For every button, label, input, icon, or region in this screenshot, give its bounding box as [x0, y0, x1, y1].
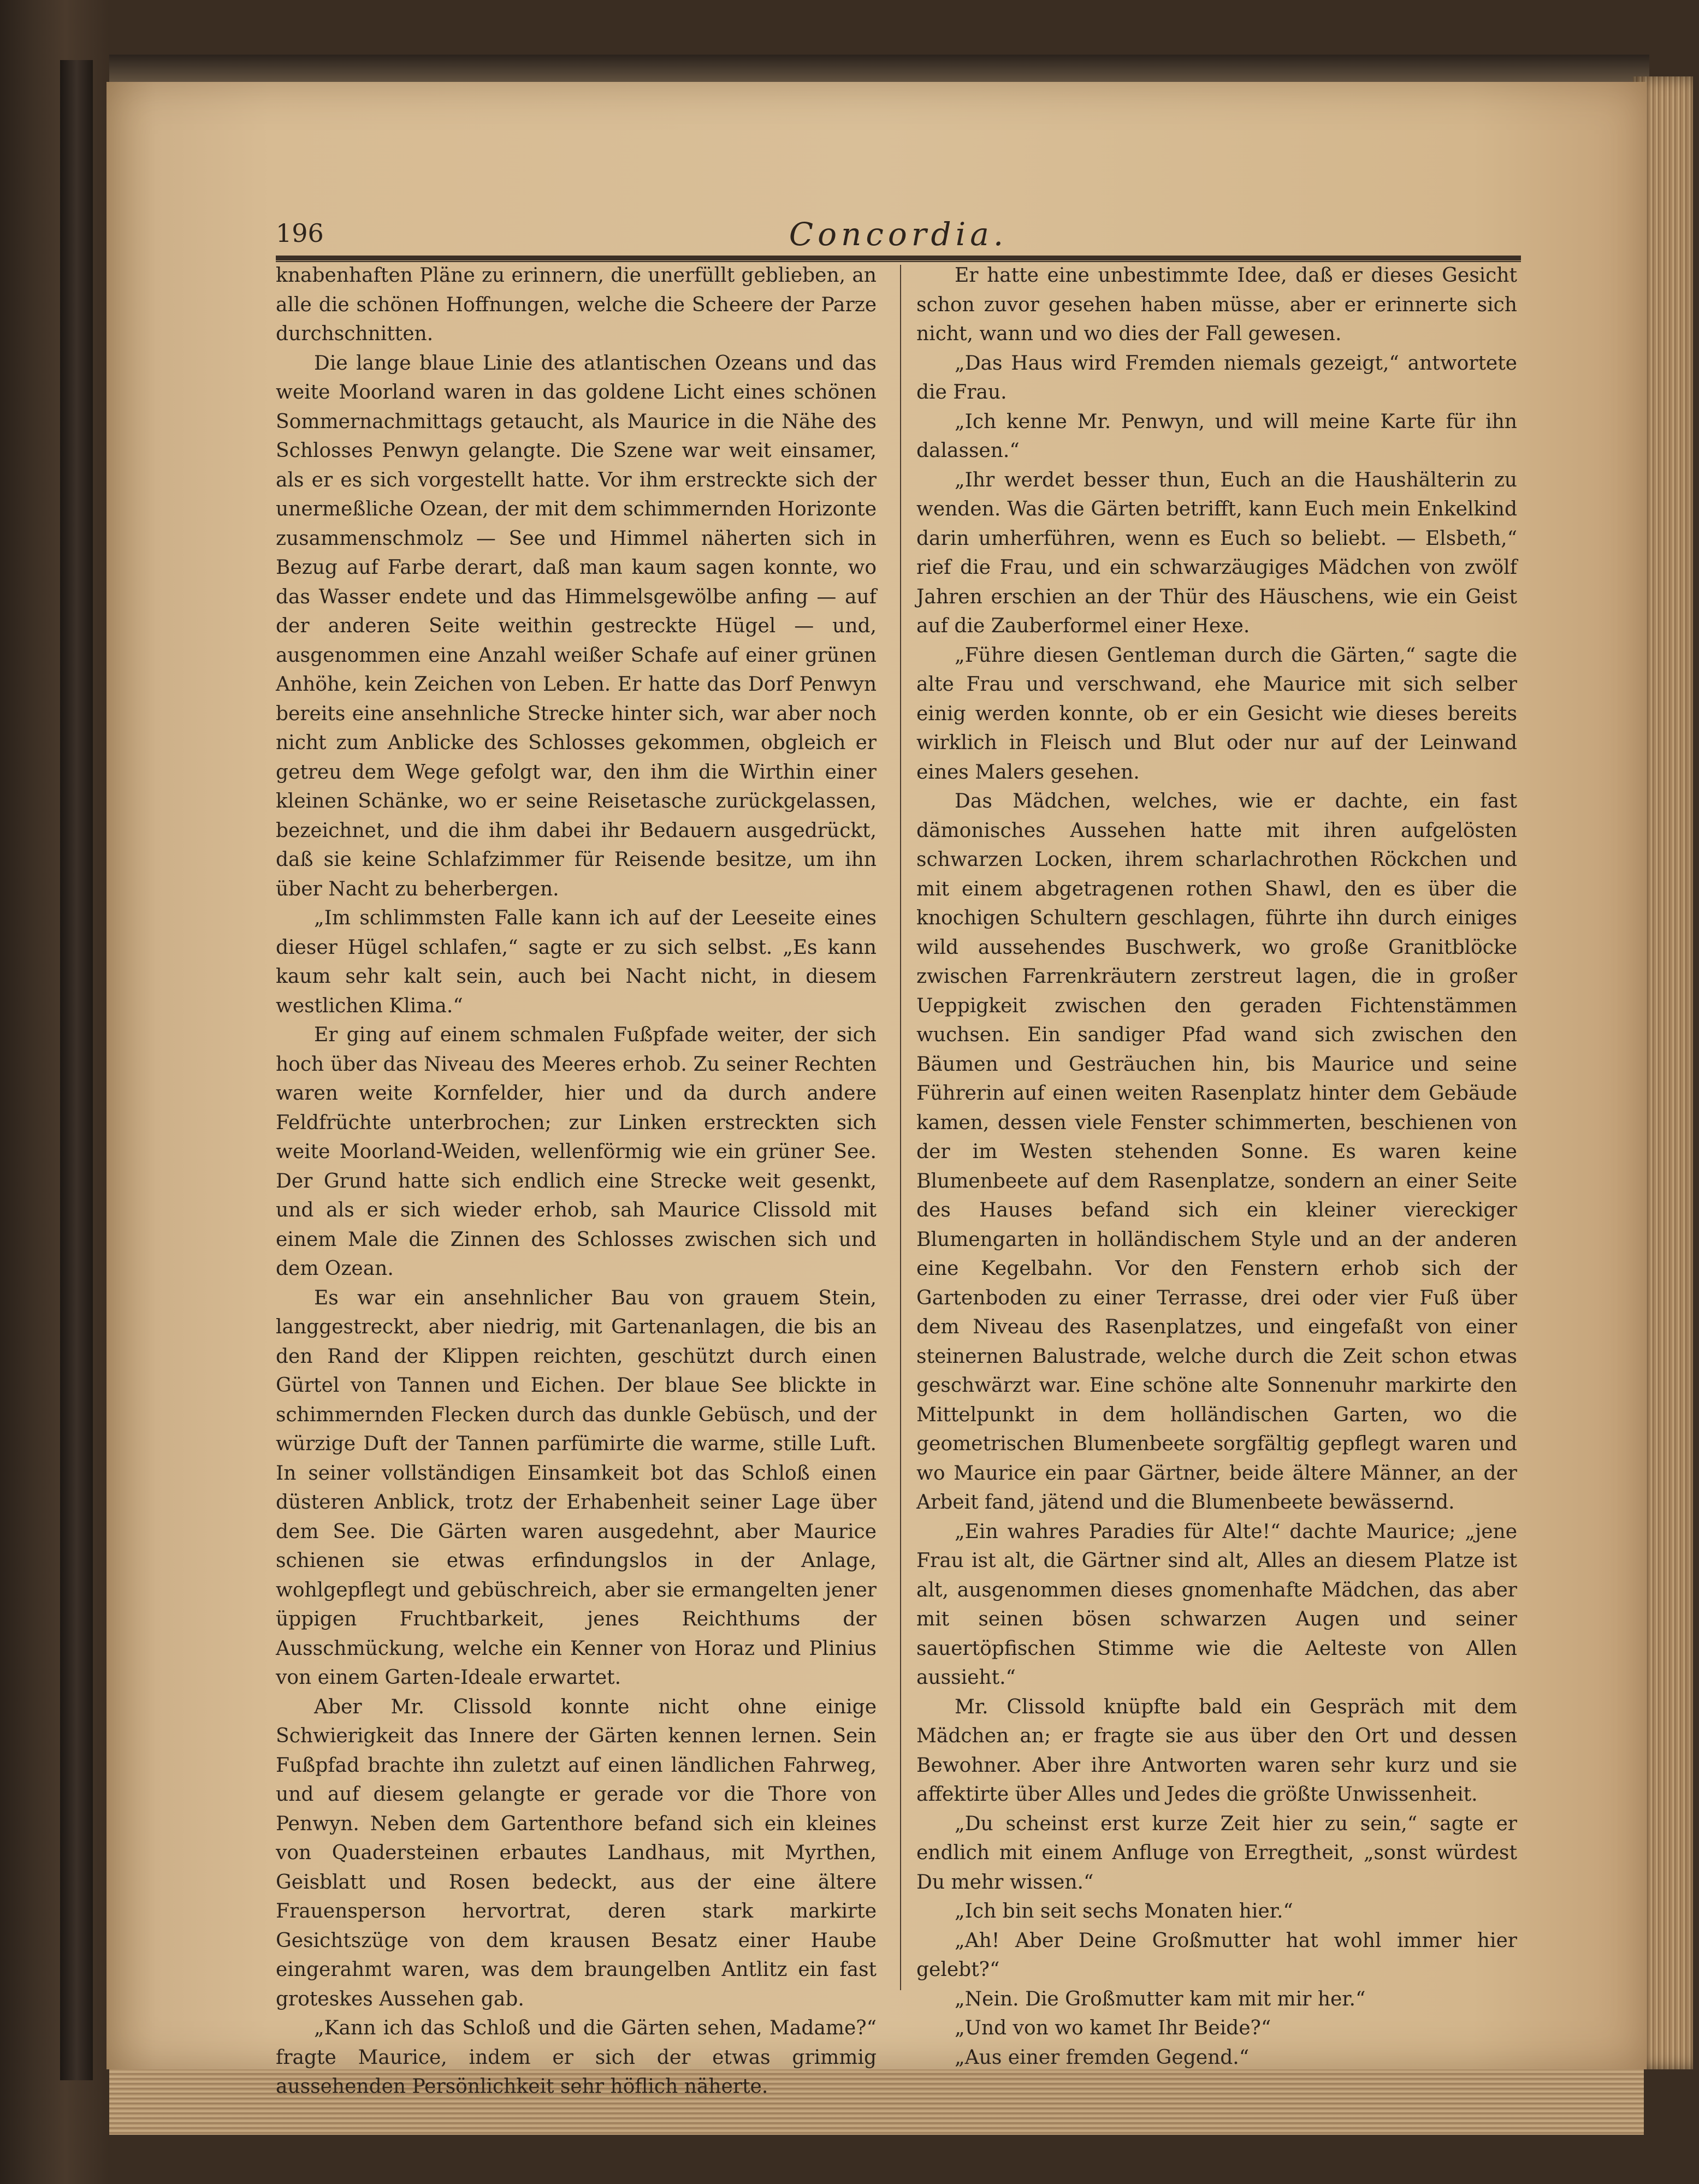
paragraph: „Aus einer fremden Gegend.“: [955, 2046, 1250, 2069]
paragraph: „Ich bin seit sechs Monaten hier.“: [955, 1900, 1293, 1922]
paragraph: „Ihr werdet besser thun, Euch an die Haushälterin zu wenden. Was die Gärten betrifft, kann Euch mein Enkelkind darin umherführen, wenn es Euch so beliebt. — Elsbeth,“ rief die Frau, und ein schwarzäugiges Mädchen von zwölf Jahren erschien an der Thür des Häuschens, wie ein Geist auf die Zauberformel einer Hexe.: [916, 468, 1517, 637]
paragraph: „Das Haus wird Fremden niemals gezeigt,“ antwortete die Frau.: [916, 352, 1517, 403]
paragraph: „Im schlimmsten Falle kann ich auf der Leeseite eines dieser Hügel schlafen,“ sagte er zu sich selbst. „Es kann kaum sehr kalt sein, auch bei Nacht nicht, in diesem westlichen Klima.“: [276, 907, 877, 1017]
paragraph: „Ah! Aber Deine Großmutter hat wohl immer hier gelebt?“: [916, 1929, 1517, 1981]
column-divider: [900, 265, 901, 1990]
paragraph: Aber Mr. Clissold konnte nicht ohne einige Schwierigkeit das Innere der Gärten kennen lernen. Sein Fußpfad brachte ihn zuletzt auf einen ländlichen Fahrweg, und auf diesem gelangte er gerade vor die Thore von Penwyn. Neben dem Gartenthore befand sich ein kleines von Quadersteinen erbautes Landhaus, mit Myrthen, Geisblatt und Rosen bedeckt, aus der eine ältere Frauensperson hervortrat, deren stark markirte Gesichtszüge von dem krausen Besatz einer Haube eingerahmt waren, was dem braungelben Antlitz ein fast groteskes Aussehen gab.: [276, 1695, 877, 2010]
paragraph: Das Mädchen, welches, wie er dachte, ein fast dämonisches Aussehen hatte mit ihren aufgelösten schwarzen Locken, ihrem scharlachrothen Röckchen und mit einem abgetragenen rothen Shawl, den es über die knochigen Schultern geschlagen, führte ihn durch einiges wild aussehendes Buschwerk, wo große Granitblöcke zwischen Farrenkräutern zerstreut lagen, die in großer Ueppigkeit zwischen den geraden Fichtenstämmen wuchsen. Ein sandiger Pfad wand sich zwischen den Bäumen und Gesträuchen hin, bis Maurice und seine Führerin auf einen weiten Rasenplatz hinter dem Gebäude kamen, dessen viele Fenster schimmerten, beschienen von der im Westen stehenden Sonne. Es waren keine Blumenbeete auf dem Rasenplatze, sondern an einer Seite des Hauses befand sich ein kleiner viereckiger Blumengarten in holländischem Style und an der anderen eine Kegelbahn. Vor den Fenstern erhob sich der Gartenboden zu einer Terrasse, drei oder vier Fuß über dem Niveau des Rasenplatzes, und eingefaßt von einer steinernen Balustrade, welche durch die Zeit schon etwas geschwärzt war. Eine schöne alte Sonnenuhr markirte den Mittelpunkt in dem holländischen Garten, wo die geometrischen Blumenbeete sorgfältig gepflegt waren und wo Maurice ein paar Gärtner, beide ältere Männer, an der Arbeit fand, jätend und die Blumenbeete bewässernd.: [916, 790, 1517, 1514]
left-column: [276, 261, 877, 2102]
book-spine: [60, 60, 93, 2080]
paragraph: „Kann ich das Schloß und die Gärten sehen, Madame?“ fragte Maurice, indem er sich der etwas grimmig aussehenden Persönlichkeit sehr höflich näherte.: [276, 2017, 877, 2098]
paragraph: Es war ein ansehnlicher Bau von grauem Stein, langgestreckt, aber niedrig, mit Gartenanlagen, die bis an den Rand der Klippen reichten, geschützt durch einen Gürtel von Tannen und Eichen. Der blaue See blickte in schimmernden Flecken durch das dunkle Gebüsch, und der würzige Duft der Tannen parfümirte die warme, stille Luft. In seiner vollständigen Einsamkeit bot das Schloß einen düsteren Anblick, trotz der Erhabenheit seiner Lage über dem See. Die Gärten waren ausgedehnt, aber Maurice schienen sie etwas erfindungslos in der Anlage, wohlgepflegt und gebüschreich, aber sie ermangelten jener üppigen Fruchtbarkeit, jenes Reichthums der Ausschmückung, welche ein Kenner von Horaz und Plinius von einem Garten-Ideale erwartet.: [276, 1286, 877, 1689]
paragraph: „Ein wahres Paradies für Alte!“ dachte Maurice; „jene Frau ist alt, die Gärtner sind alt, Alles an diesem Platze ist alt, ausgenommen dieses gnomenhafte Mädchen, das aber mit seinen bösen schwarzen Augen und seiner sauertöpfischen Stimme wie die Aelteste von Allen aussieht.“: [916, 1520, 1517, 1689]
paragraph: Mr. Clissold knüpfte bald ein Gespräch mit dem Mädchen an; er fragte sie aus über den Ort und dessen Bewohner. Aber ihre Antworten waren sehr kurz und sie affektirte über Alles und Jedes die größte Unwissenheit.: [916, 1695, 1517, 1806]
paragraph: Die lange blaue Linie des atlantischen Ozeans und das weite Moorland waren in das goldene Licht eines schönen Sommernachmittags getaucht, als Maurice in die Nähe des Schlosses Penwyn gelangte. Die Szene war weit einsamer, als er es sich vorgestellt hatte. Vor ihm erstreckte sich der unermeßliche Ozean, der mit dem schimmernden Horizonte zusammenschmolz — See und Himmel näherten sich in Bezug auf Farbe derart, daß man kaum sagen konnte, wo das Wasser endete und das Himmelsgewölbe anfing — auf der anderen Seite weithin gestreckte Hügel — und, ausgenommen eine Anzahl weißer Schafe auf einer grünen Anhöhe, kein Zeichen von Leben. Er hatte das Dorf Penwyn bereits eine ansehnliche Strecke hinter sich, war aber noch nicht zum Anblicke des Schlosses gekommen, obgleich er getreu dem Wege gefolgt war, den ihm die Wirthin einer kleinen Schänke, wo er seine Reisetasche zurückgelassen, bezeichnet, und die ihm dabei ihr Bedauern ausgedrückt, daß sie keine Schlafzimmer für Reisende besitze, um ihn über Nacht zu beherbergen.: [276, 352, 877, 900]
paragraph: „Führe diesen Gentleman durch die Gärten,“ sagte die alte Frau und verschwand, ehe Maurice mit sich selber einig werden konnte, ob er ein Gesicht wie dieses bereits wirklich in Fleisch und Blut oder nur auf der Leinwand eines Malers gesehen.: [916, 644, 1517, 784]
paragraph: Er ging auf einem schmalen Fußpfade weiter, der sich hoch über das Niveau des Meeres erhob. Zu seiner Rechten waren weite Kornfelder, hier und da durch andere Feldfrüchte unterbrochen; zur Linken erstreckten sich weite Moorland-Weiden, wellenförmig wie ein grüner See. Der Grund hatte sich endlich eine Strecke weit gesenkt, und als er sich wieder erhob, sah Maurice Clissold mit einem Male die Zinnen des Schlosses zwischen sich und dem Ozean.: [276, 1024, 877, 1280]
journal-title: Concordia.: [789, 216, 1008, 253]
header-rule: [276, 256, 1521, 260]
paragraph: „Ich kenne Mr. Penwyn, und will meine Karte für ihn dalassen.“: [916, 410, 1517, 462]
page-number: 196: [276, 218, 324, 248]
paragraph: knabenhaften Pläne zu erinnern, die unerfüllt geblieben, an alle die schönen Hoffnungen, welche die Scheere der Parze durchschnitten.: [276, 264, 877, 345]
paragraph: „Nein. Die Großmutter kam mit mir her.“: [955, 1987, 1366, 2010]
paragraph: „Und von wo kamet Ihr Beide?“: [955, 2017, 1271, 2039]
paragraph: Er hatte eine unbestimmte Idee, daß er dieses Gesicht schon zuvor gesehen haben müsse, aber er erinnerte sich nicht, wann und wo dies der Fall gewesen.: [916, 264, 1517, 345]
right-column: [916, 261, 1517, 2072]
paragraph: „Du scheinst erst kurze Zeit hier zu sein,“ sagte er endlich mit einem Anfluge von Erregtheit, „sonst würdest Du mehr wissen.“: [916, 1812, 1517, 1894]
